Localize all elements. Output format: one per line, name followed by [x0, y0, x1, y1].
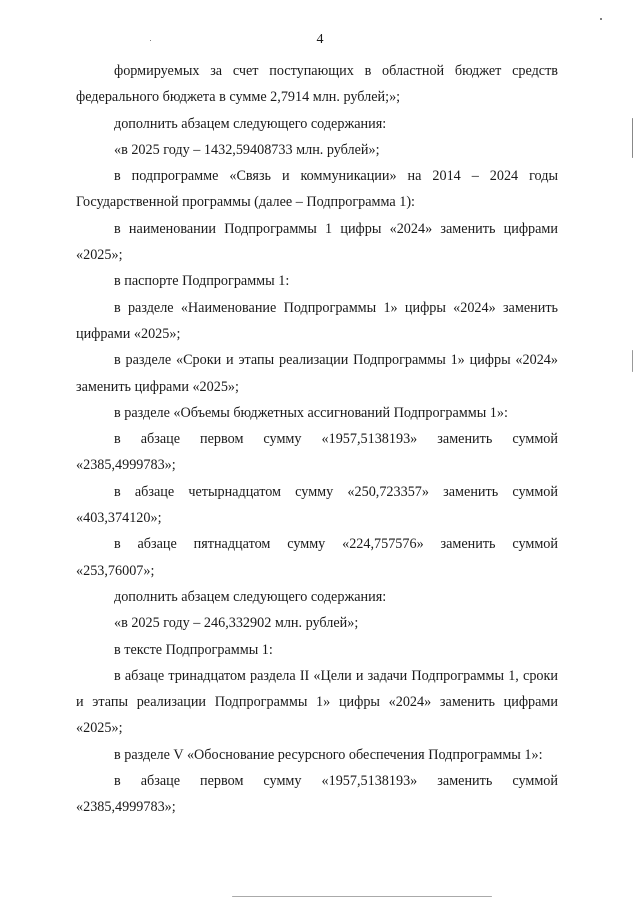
paragraph: «в 2025 году – 246,332902 млн. рублей»; — [114, 615, 359, 632]
paragraph: дополнить абзацем следующего содержания: — [114, 588, 387, 605]
paragraph: в наименовании Подпрограммы 1 цифры «2024» заменить цифрами «2025»; — [76, 220, 558, 264]
paragraph: в абзаце первом сумму «1957,5138193» заменить суммой «2385,4999783»; — [76, 773, 558, 816]
scan-speck — [232, 896, 492, 897]
scan-speck — [600, 18, 602, 20]
scan-speck — [632, 350, 633, 372]
paragraph: в тексте Подпрограммы 1: — [114, 641, 273, 658]
paragraph: в абзаце тринадцатом раздела II «Цели и задачи Подпрограммы 1, сроки и этапы реализации Подпрограммы 1» цифры «2024» заменить цифрами «2025»; — [76, 667, 558, 737]
document-body — [76, 58, 558, 821]
paragraph: в разделе V «Обоснование ресурсного обеспечения Подпрограммы 1»: — [114, 746, 543, 763]
page-number: 4 — [316, 32, 324, 47]
paragraph: в абзаце пятнадцатом сумму «224,757576» заменить суммой «253,76007»; — [76, 536, 558, 579]
paragraph: в разделе «Сроки и этапы реализации Подпрограммы 1» цифры «2024» заменить цифрами «2025»; — [76, 352, 558, 395]
scan-speck — [632, 118, 633, 158]
paragraph: в подпрограмме «Связь и коммуникации» на 2014 – 2024 годы Государственной программы (далее – Подпрограмма 1): — [76, 168, 558, 211]
scan-speck — [150, 40, 151, 41]
paragraph: в абзаце четырнадцатом сумму «250,723357» заменить суммой «403,374120»; — [76, 483, 558, 527]
paragraph: в разделе «Объемы бюджетных ассигнований Подпрограммы 1»: — [114, 404, 508, 421]
paragraph: «в 2025 году – 1432,59408733 млн. рублей»; — [114, 141, 380, 158]
paragraph: формируемых за счет поступающих в областной бюджет средств федерального бюджета в сумме 2,7914 млн. рублей;»; — [76, 63, 558, 106]
paragraph: в паспорте Подпрограммы 1: — [114, 273, 290, 290]
paragraph: в разделе «Наименование Подпрограммы 1» цифры «2024» заменить цифрами «2025»; — [76, 299, 558, 342]
paragraph: дополнить абзацем следующего содержания: — [114, 115, 387, 132]
paragraph: в абзаце первом сумму «1957,5138193» заменить суммой «2385,4999783»; — [76, 431, 558, 474]
